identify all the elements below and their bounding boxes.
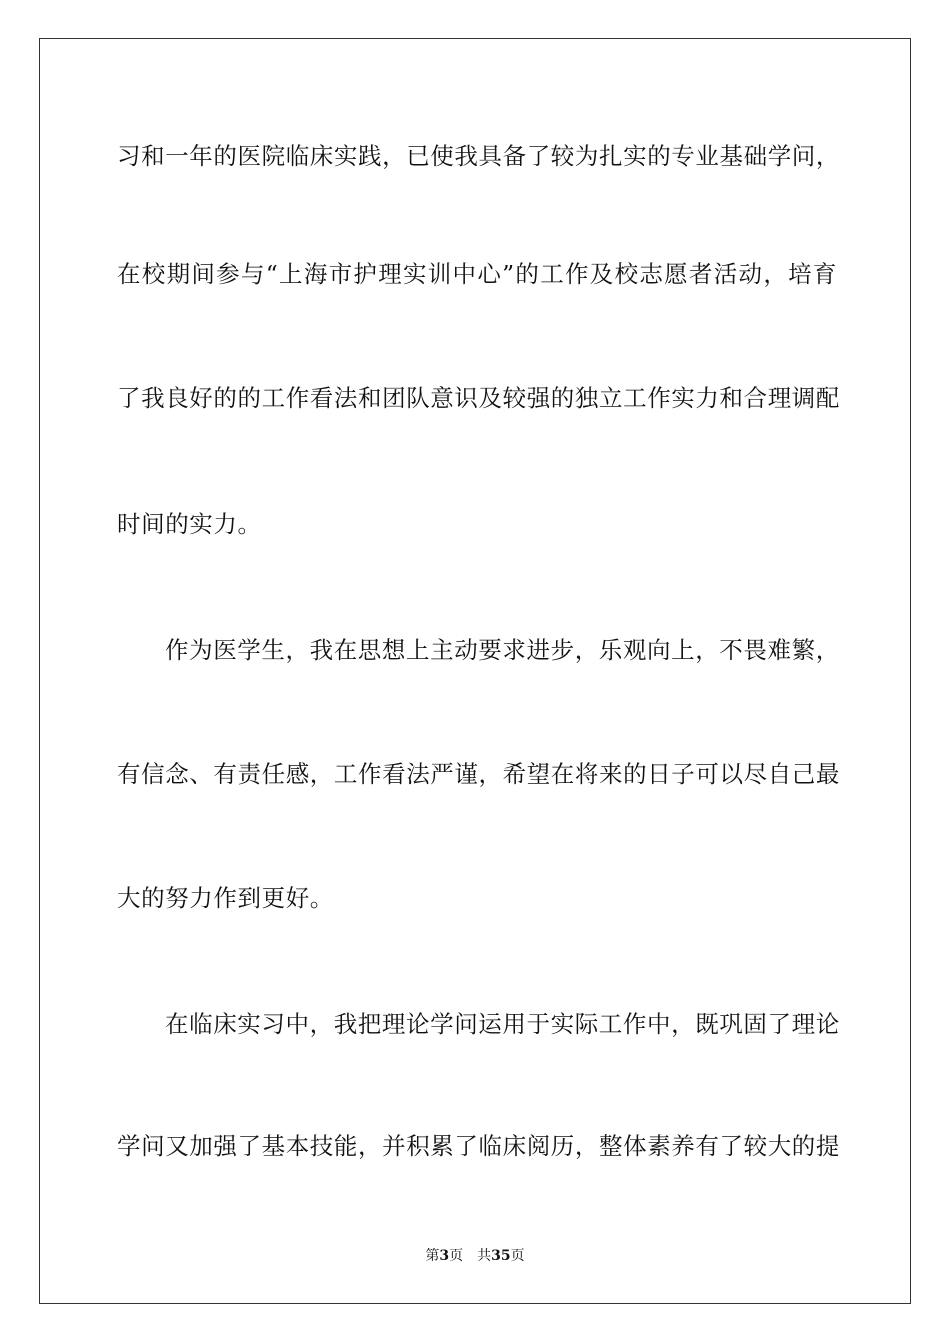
page-frame xyxy=(39,38,911,1304)
total-prefix: 共 xyxy=(477,1248,492,1264)
text-line: 作为医学生，我在思想上主动要求进步，乐观向上，不畏难繁， xyxy=(165,636,840,664)
text-line: 大的努力作到更好。 xyxy=(117,884,334,912)
page-footer xyxy=(0,1247,950,1265)
page-number: 3 xyxy=(439,1248,450,1264)
text-line: 时间的实力。 xyxy=(117,510,262,538)
page-prefix: 第 xyxy=(425,1248,440,1264)
text-line: 在校期间参与“上海市护理实训中心”的工作及校志愿者活动，培育 xyxy=(117,260,837,288)
page-suffix: 页 xyxy=(449,1248,464,1264)
text-line: 学问又加强了基本技能，并积累了临床阅历，整体素养有了较大的提 xyxy=(117,1132,840,1160)
total-pages: 35 xyxy=(491,1248,511,1264)
text-line: 了我良好的的工作看法和团队意识及较强的独立工作实力和合理调配 xyxy=(117,384,840,412)
total-suffix: 页 xyxy=(510,1248,525,1264)
text-line: 在临床实习中，我把理论学问运用于实际工作中，既巩固了理论 xyxy=(165,1010,840,1038)
text-line: 习和一年的医院临床实践，已使我具备了较为扎实的专业基础学问， xyxy=(117,142,840,170)
text-line: 有信念、有责任感，工作看法严谨，希望在将来的日子可以尽自己最 xyxy=(117,760,840,788)
